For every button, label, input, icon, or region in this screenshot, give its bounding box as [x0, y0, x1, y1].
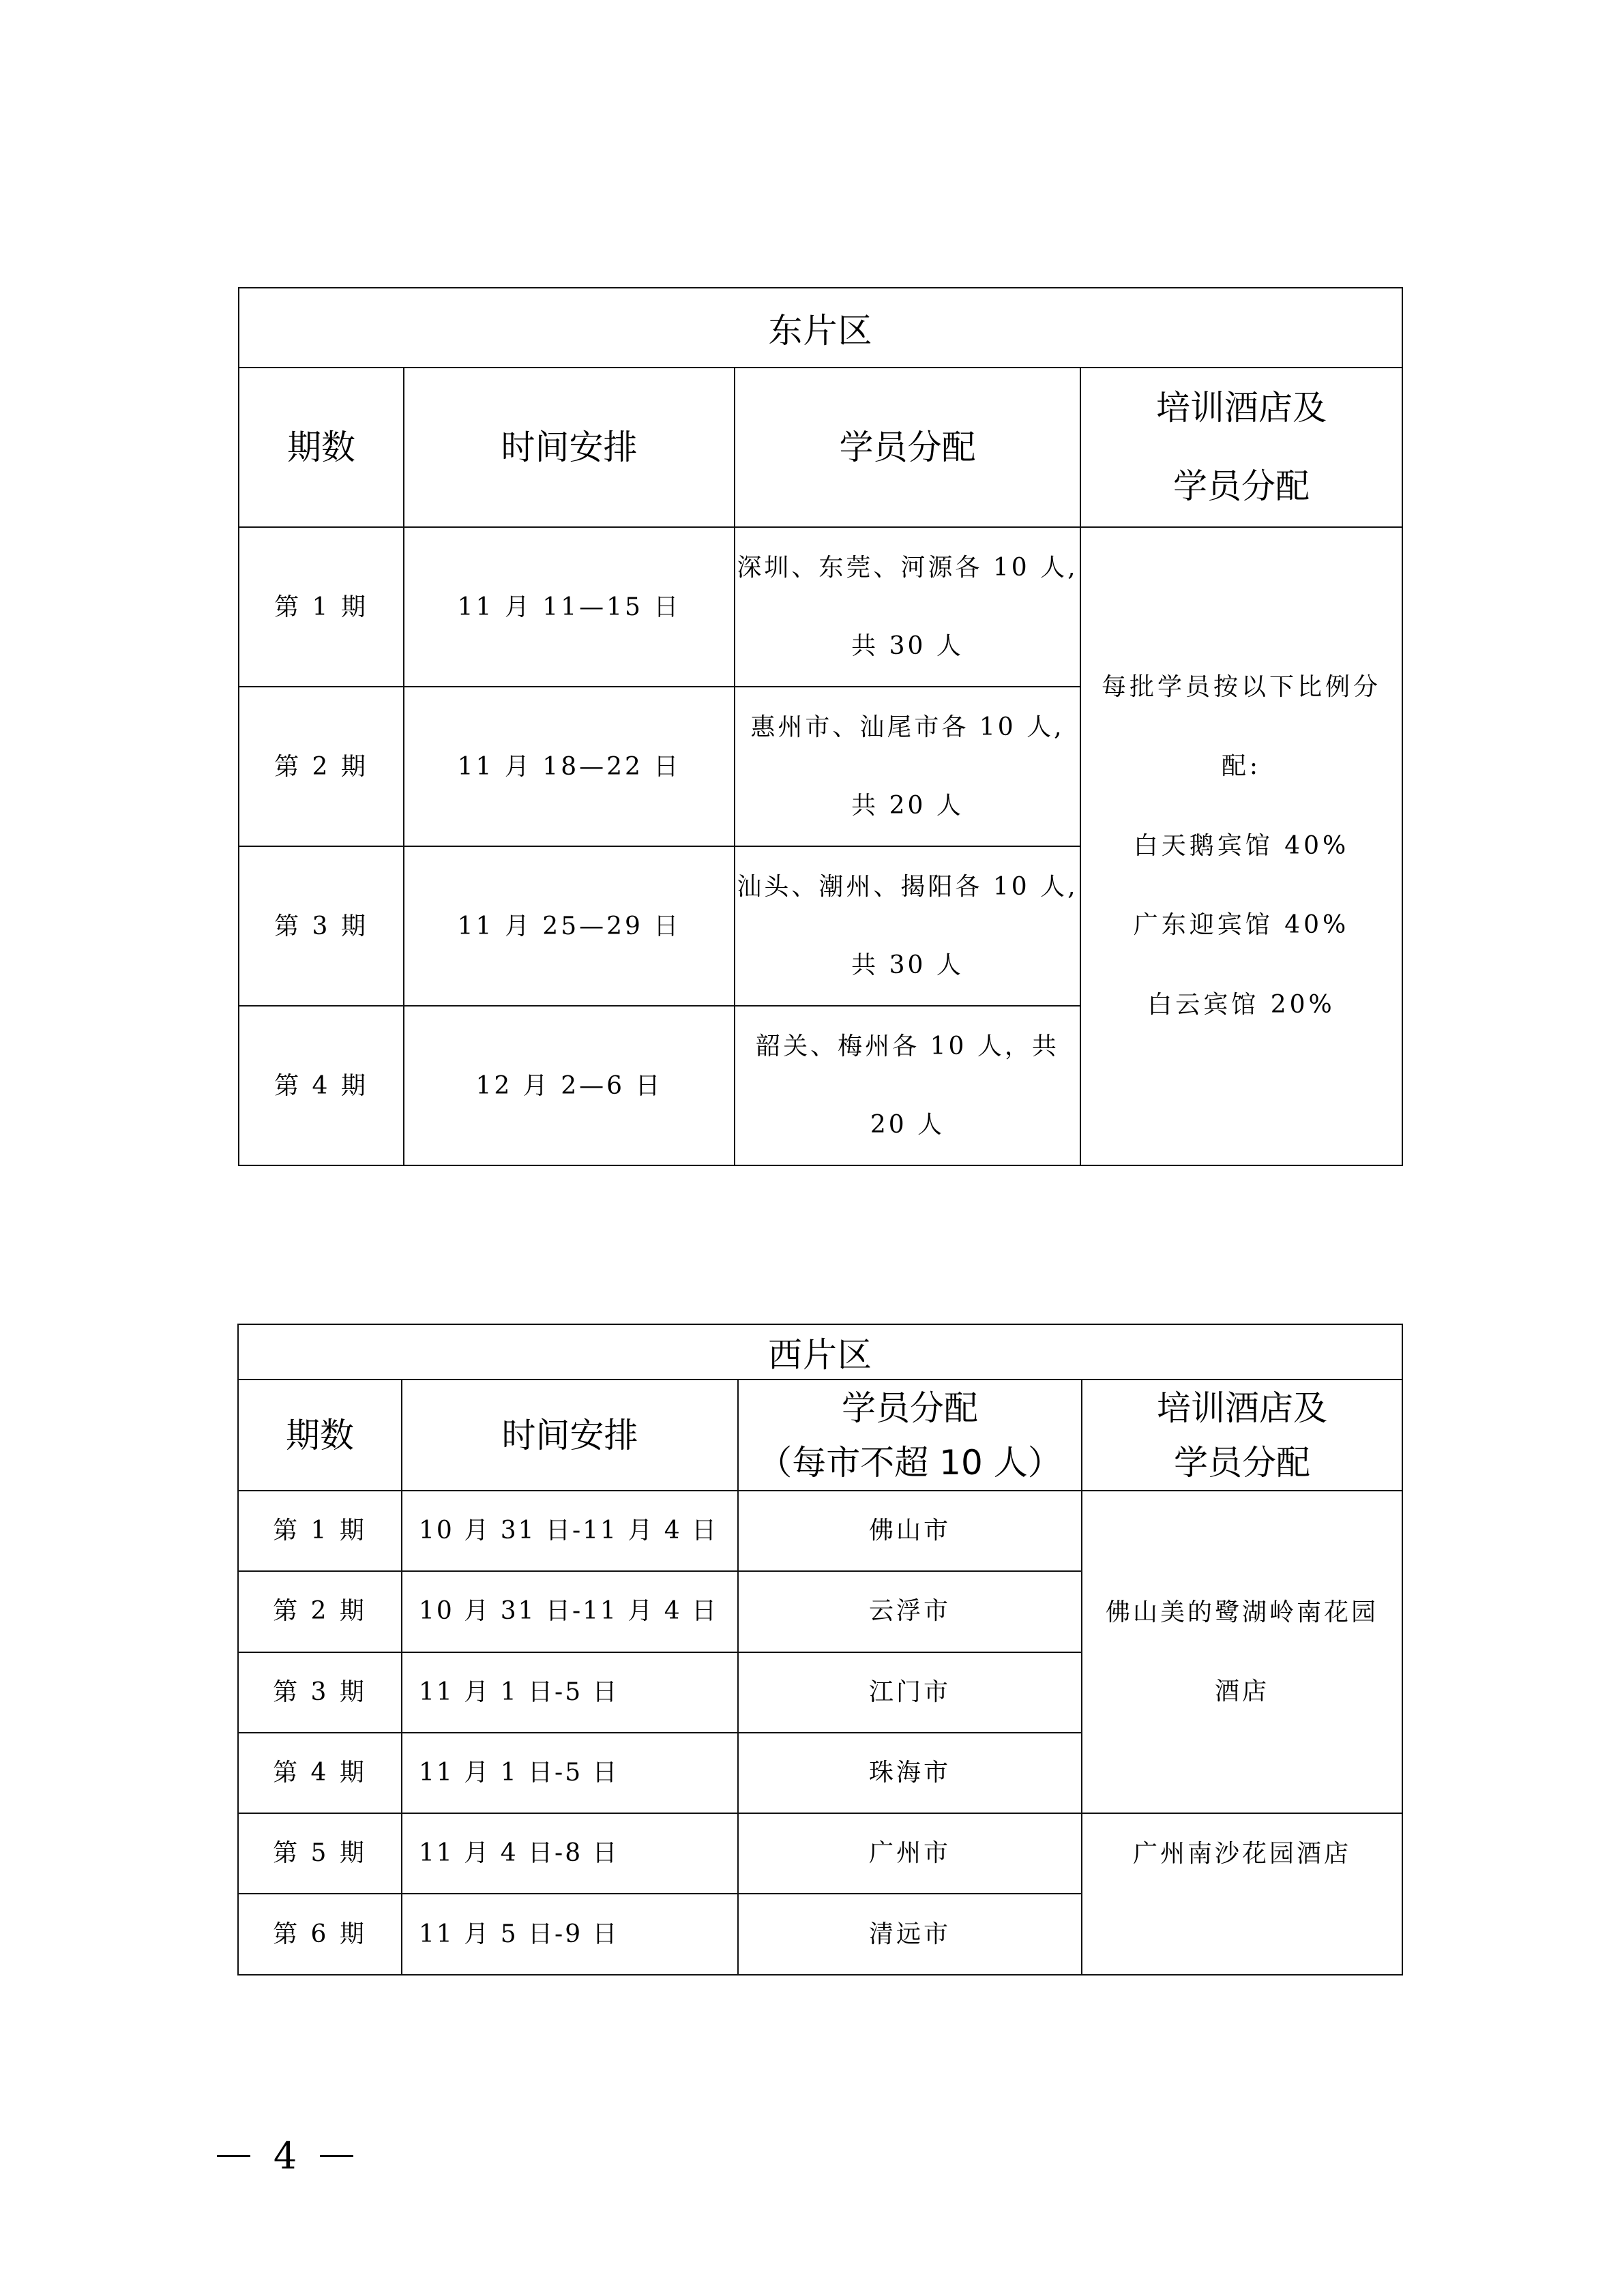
period-cell: 第 1 期 [239, 527, 404, 687]
table-row [239, 527, 1402, 687]
hotel-ratio: 白云宾馆 20% [1147, 990, 1335, 1019]
hotel-cell-guangzhou: 广州南沙花园酒店 [1082, 1813, 1402, 1975]
west-region-table [237, 1324, 1403, 1976]
page-number [217, 2133, 353, 2178]
city-cell: 云浮市 [738, 1571, 1082, 1652]
page-number-value: 4 [273, 2134, 297, 2177]
header-schedule: 时间安排 [404, 368, 735, 527]
period-cell: 第 2 期 [239, 687, 404, 846]
students-cell: 韶关、梅州各 10 人，共 20 人 [735, 1006, 1080, 1165]
students-cell: 深圳、东莞、河源各 10 人, 共 30 人 [735, 527, 1080, 687]
schedule-cell: 11 月 1 日-5 日 [402, 1652, 738, 1733]
table-title: 东片区 [239, 288, 1402, 368]
city-cell: 佛山市 [738, 1491, 1082, 1571]
schedule-cell: 12 月 2—6 日 [404, 1006, 735, 1165]
table-row [238, 1813, 1402, 1894]
students-cell: 汕头、潮州、揭阳各 10 人, 共 30 人 [735, 846, 1080, 1006]
city-cell: 清远市 [738, 1894, 1082, 1974]
header-students: 学员分配 [735, 368, 1080, 527]
table-title: 西片区 [238, 1324, 1402, 1380]
period-cell: 第 1 期 [238, 1491, 402, 1571]
dash-left-decoration [217, 2155, 250, 2157]
schedule-cell: 10 月 31 日-11 月 4 日 [402, 1491, 738, 1571]
schedule-cell: 11 月 25—29 日 [404, 846, 735, 1006]
city-cell: 珠海市 [738, 1733, 1082, 1813]
header-schedule: 时间安排 [402, 1380, 738, 1491]
schedule-cell: 11 月 4 日-8 日 [402, 1813, 738, 1894]
header-students: 学员分配 （每市不超 10 人） [738, 1380, 1082, 1491]
period-cell: 第 4 期 [238, 1733, 402, 1813]
schedule-cell: 11 月 5 日-9 日 [402, 1894, 738, 1974]
schedule-cell: 10 月 31 日-11 月 4 日 [402, 1571, 738, 1652]
dash-right-decoration [320, 2155, 353, 2157]
period-cell: 第 3 期 [238, 1652, 402, 1733]
header-period: 期数 [239, 368, 404, 527]
schedule-cell: 11 月 18—22 日 [404, 687, 735, 846]
schedule-cell: 11 月 1 日-5 日 [402, 1733, 738, 1813]
hotel-ratio: 广东迎宾馆 40% [1133, 911, 1350, 940]
period-cell: 第 5 期 [238, 1813, 402, 1894]
table-row [238, 1491, 1402, 1571]
table-header-row [238, 1380, 1402, 1491]
table-header-row [239, 368, 1402, 527]
city-cell: 江门市 [738, 1652, 1082, 1733]
schedule-cell: 11 月 11—15 日 [404, 527, 735, 687]
table-title-row [239, 288, 1402, 368]
header-hotel: 培训酒店及 学员分配 [1082, 1380, 1402, 1491]
table-title-row [238, 1324, 1402, 1380]
hotel-cell-foshan: 佛山美的鹭湖岭南花园 酒店 [1082, 1491, 1402, 1813]
period-cell: 第 2 期 [238, 1571, 402, 1652]
students-cell: 惠州市、汕尾市各 10 人, 共 20 人 [735, 687, 1080, 846]
east-region-table [238, 287, 1403, 1166]
city-cell: 广州市 [738, 1813, 1082, 1894]
period-cell: 第 4 期 [239, 1006, 404, 1165]
hotel-ratio: 白天鹅宾馆 40% [1133, 831, 1350, 860]
header-period: 期数 [238, 1380, 402, 1491]
period-cell: 第 6 期 [238, 1894, 402, 1974]
period-cell: 第 3 期 [239, 846, 404, 1006]
hotel-allocation-cell: 每批学员按以下比例分 配: 白天鹅宾馆 40% 广东迎宾馆 40% 白云宾馆 20% [1080, 527, 1402, 1165]
header-hotel: 培训酒店及 学员分配 [1080, 368, 1402, 527]
